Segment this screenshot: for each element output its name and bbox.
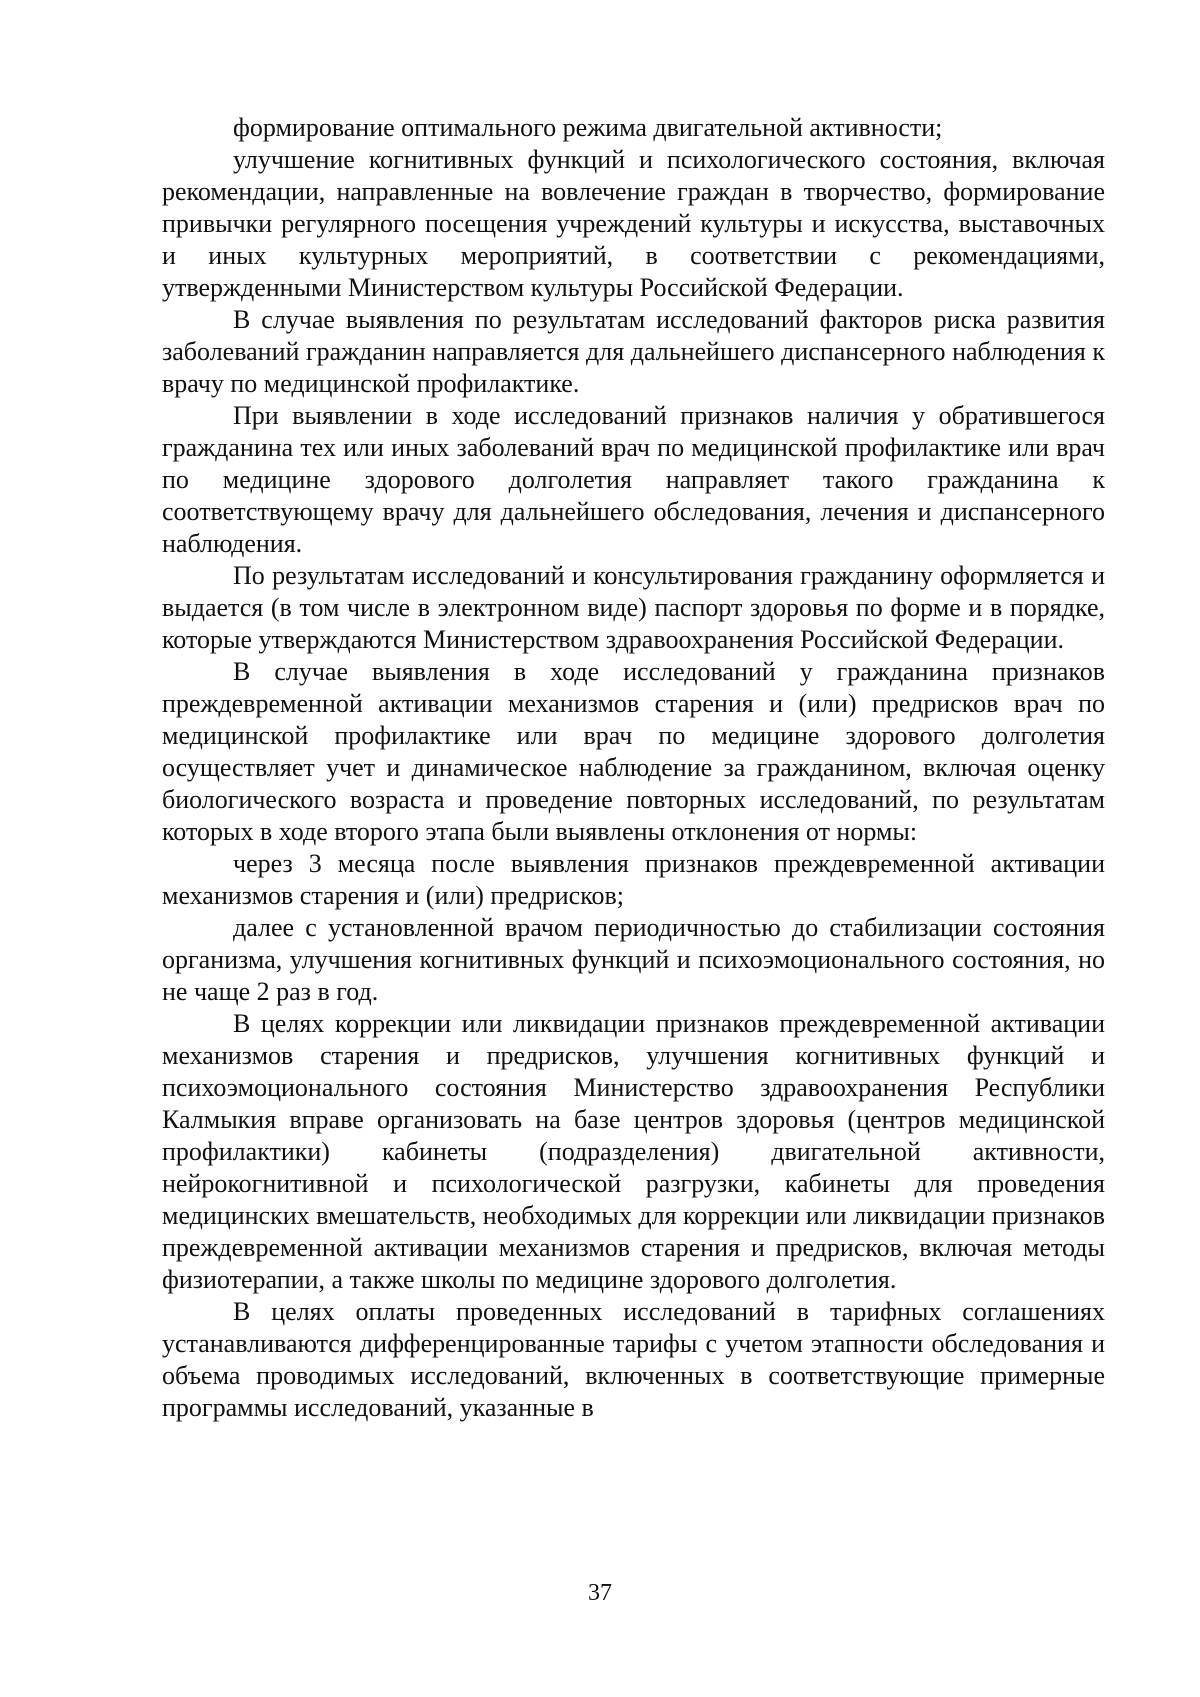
paragraph-three-months: через 3 месяца после выявления признаков преждевременной активации механизмов старения и (или) предрисков; xyxy=(162,849,1105,910)
paragraph-disease-signs: При выявлении в ходе исследований признаков наличия у обратившегося гражданина тех или иных заболеваний врач по медицинской профилактике или врач по медицине здорового долголетия направляет такого гражданина к соответствующему врачу для дальнейшего обследования, лечения и диспансерного наблюдения. xyxy=(162,401,1105,558)
paragraph-motor-activity: формирование оптимального режима двигательной активности; xyxy=(233,113,943,142)
paragraph-payment: В целях оплаты проведенных исследований в тарифных соглашениях устанавливаются дифференцированные тарифы с учетом этапности обследования и объема проводимых исследований, включенных в соответствующие примерные программы исследований, указанные в xyxy=(162,1297,1105,1422)
paragraph-periodicity: далее с установленной врачом периодичностью до стабилизации состояния организма, улучшения когнитивных функций и психоэмоционального состояния, но не чаще 2 раз в год. xyxy=(162,913,1105,1006)
page-number: 37 xyxy=(588,1580,612,1606)
document-body xyxy=(162,112,1105,1424)
paragraph-premature-aging: В случае выявления в ходе исследований у гражданина признаков преждевременной активации механизмов старения и (или) предрисков врач по медицинской профилактике или врач по медицине здорового долголетия осуществляет учет и динамическое наблюдение за гражданином, включая оценку биологического возраста и проведение повторных исследований, по результатам которых в ходе второго этапа были выявлены отклонения от нормы: xyxy=(162,657,1105,846)
paragraph-cognitive-functions: улучшение когнитивных функций и психологического состояния, включая рекомендации, направленные на вовлечение граждан в творчество, формирование привычки регулярного посещения учреждений культуры и искусства, выставочных и иных культурных мероприятий, в соответствии с рекомендациями, утвержденными Министерством культуры Российской Федерации. xyxy=(162,145,1105,302)
paragraph-risk-factors: В случае выявления по результатам исследований факторов риска развития заболеваний гражданин направляется для дальнейшего диспансерного наблюдения к врачу по медицинской профилактике. xyxy=(162,305,1105,398)
paragraph-health-passport: По результатам исследований и консультирования гражданину оформляется и выдается (в том числе в электронном виде) паспорт здоровья по форме и в порядке, которые утверждаются Министерством здравоохранения Российской Федерации. xyxy=(162,561,1105,654)
paragraph-correction: В целях коррекции или ликвидации признаков преждевременной активации механизмов старения и предрисков, улучшения когнитивных функций и психоэмоционального состояния Министерство здравоохранения Республики Калмыкия вправе организовать на базе центров здоровья (центров медицинской профилактики) кабинеты (подразделения) двигательной активности, нейрокогнитивной и психологической разгрузки, кабинеты для проведения медицинских вмешательств, необходимых для коррекции или ликвидации признаков преждевременной активации механизмов старения и предрисков, включая методы физиотерапии, а также школы по медицине здорового долголетия. xyxy=(162,1009,1105,1294)
